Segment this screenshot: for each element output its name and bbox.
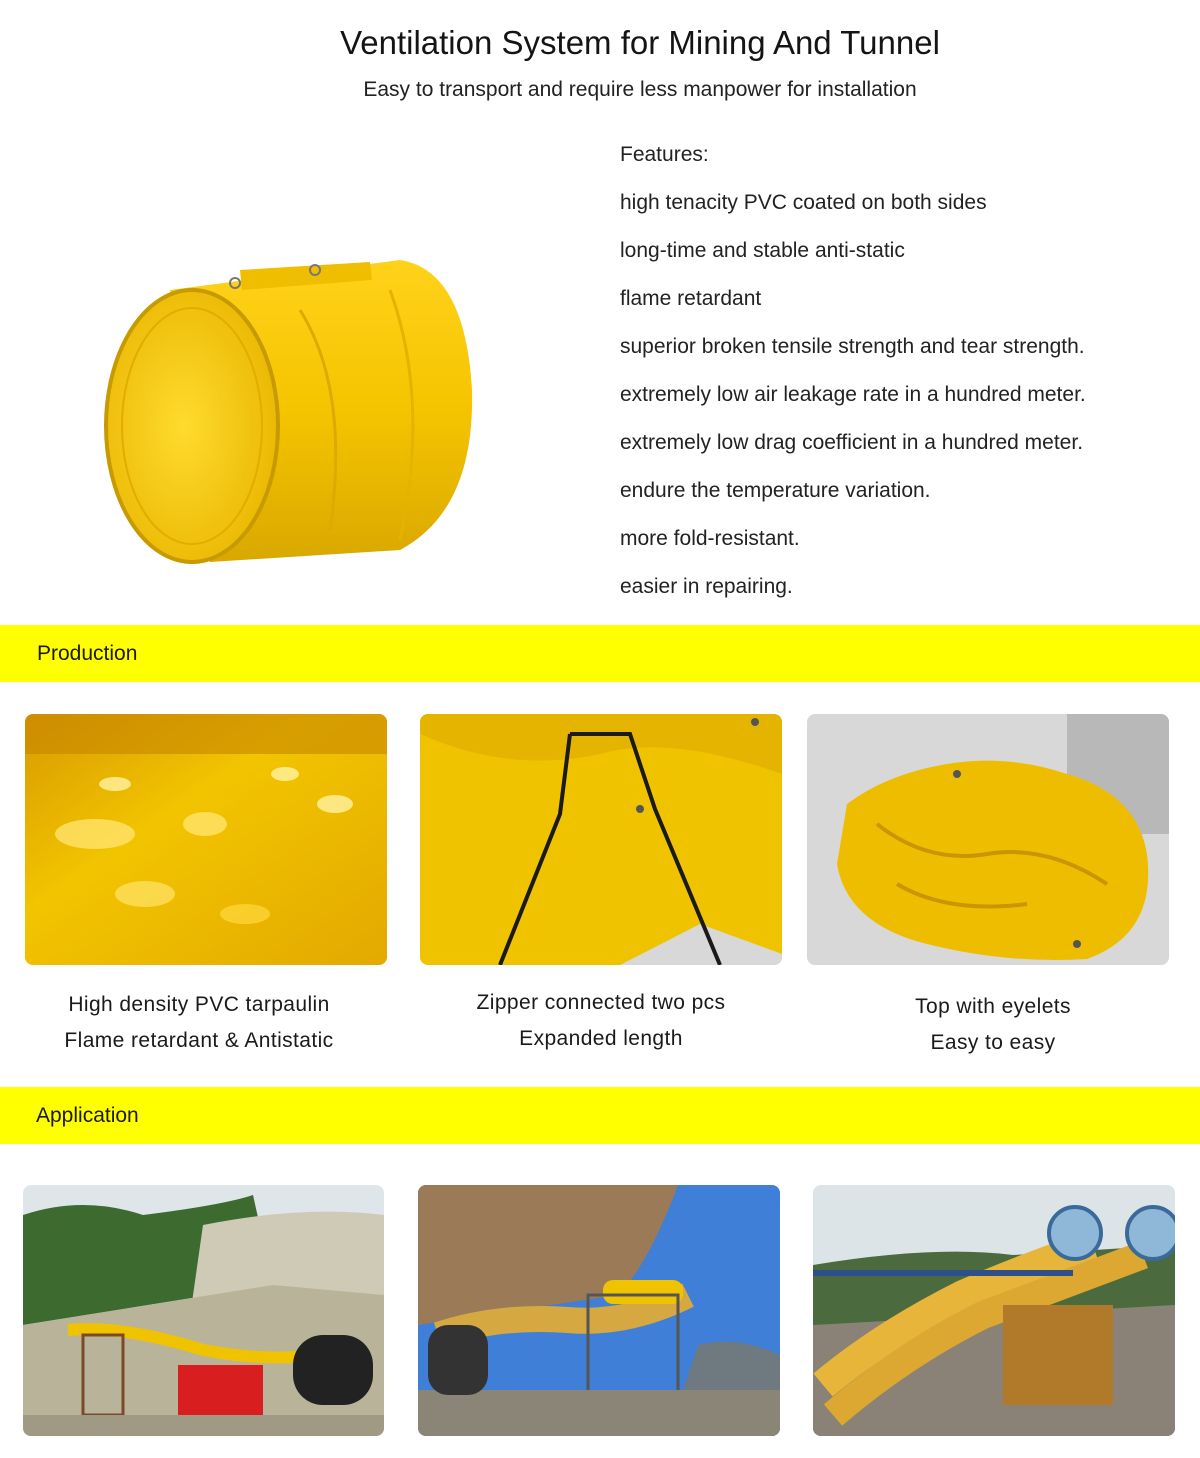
application-section-title: Application	[36, 1104, 139, 1127]
caption-line: Zipper connected two pcs	[476, 991, 726, 1014]
eyelets-duct-photo	[807, 714, 1169, 965]
pvc-tarpaulin-photo	[25, 714, 387, 965]
production-section-band	[0, 625, 1200, 682]
production-caption	[25, 987, 373, 1059]
page-title: Ventilation System for Mining And Tunnel	[340, 24, 940, 61]
feature-item: endure the temperature variation.	[620, 479, 931, 502]
feature-item: extremely low air leakage rate in a hundred meter.	[620, 383, 1086, 406]
fan-duct-photo	[813, 1185, 1175, 1436]
production-caption	[807, 989, 1179, 1061]
duct-product-image	[100, 250, 480, 570]
caption-line: High density PVC tarpaulin	[68, 993, 330, 1016]
caption-line: Top with eyelets	[915, 995, 1071, 1018]
feature-item: flame retardant	[620, 287, 762, 310]
feature-item: more fold-resistant.	[620, 527, 800, 550]
caption-line: Flame retardant & Antistatic	[64, 1029, 334, 1052]
feature-item: superior broken tensile strength and tear strength.	[620, 335, 1085, 358]
features-list	[620, 138, 1190, 618]
feature-item: easier in repairing.	[620, 575, 793, 598]
production-caption	[420, 985, 782, 1057]
tunnel-site-photo	[23, 1185, 384, 1436]
portal-duct-photo	[418, 1185, 780, 1436]
feature-item: high tenacity PVC coated on both sides	[620, 191, 987, 214]
page-subtitle: Easy to transport and require less manpower for installation	[363, 78, 917, 101]
feature-item: long-time and stable anti-static	[620, 239, 905, 262]
production-section-title: Production	[37, 642, 138, 665]
caption-line: Expanded length	[519, 1027, 683, 1050]
zipper-duct-photo	[420, 714, 782, 965]
feature-item: extremely low drag coefficient in a hundred meter.	[620, 431, 1084, 454]
features-heading: Features:	[620, 143, 709, 166]
caption-line: Easy to easy	[930, 1031, 1056, 1054]
application-section-band	[0, 1087, 1200, 1144]
